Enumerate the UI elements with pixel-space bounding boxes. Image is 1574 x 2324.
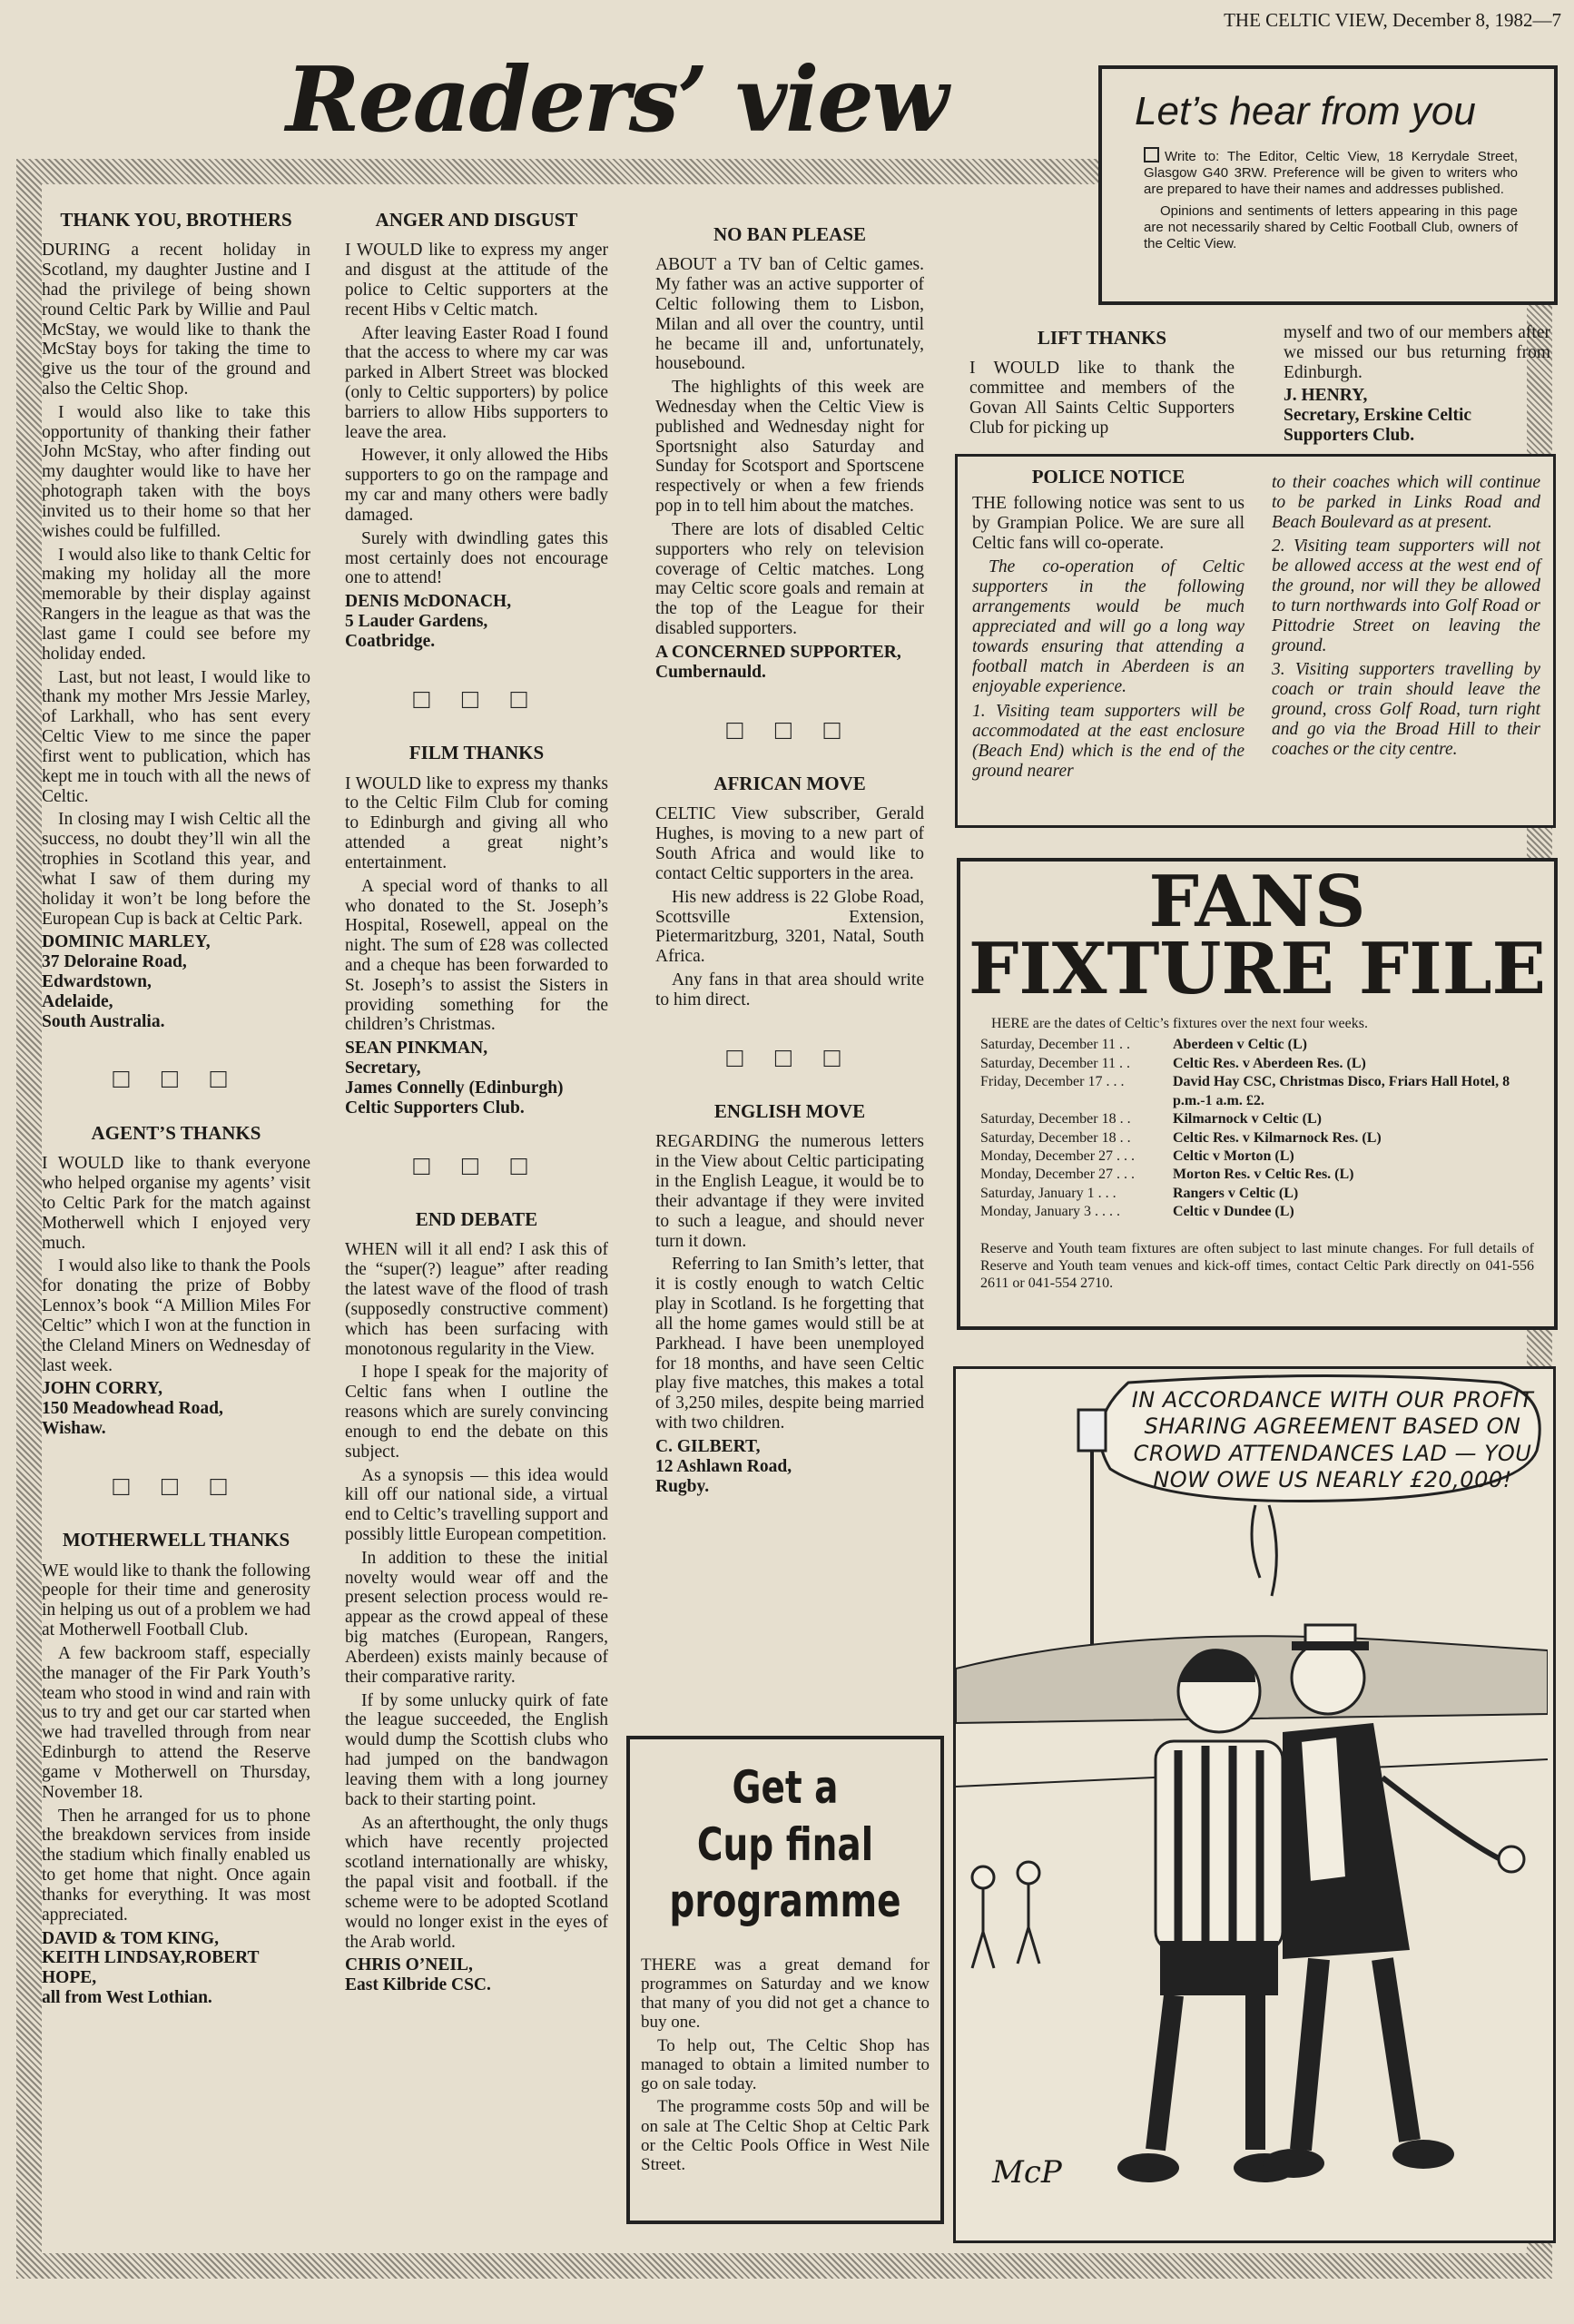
letter-paragraph: A special word of thanks to all who donated to the St. Joseph’s Hospital, Rosewell, appeal on the night. The sum of £28 was collected and a cheque has been forwarded to St. Joseph’s to assist the Sisters in providing something for the children’s Christmas. xyxy=(345,876,608,1035)
letter-paragraph: Referring to Ian Smith’s letter, that it is costly enough to watch Celtic play in Scotland. Is he forgetting that all the home games would still be at Parkhead. I have been unemployed for 18 months, and have seen Celtic play five matches, this makes a total of 3,250 miles, despite being married with two children. xyxy=(655,1255,924,1433)
letter-paragraph: I WOULD like to thank everyone who helped organise my agents’ visit to Celtic Park for the match against Motherwell which I enjoyed very much. xyxy=(42,1154,310,1253)
letter-signature: SEAN PINKMAN, Secretary, James Connelly (Edinburgh) Celtic Supporters Club. xyxy=(345,1039,564,1118)
fixture-file-box xyxy=(957,858,1558,1330)
fixture-row xyxy=(980,1166,1554,1184)
letter-heading: AFRICAN MOVE xyxy=(713,773,866,795)
letter-paragraph: myself and two of our members after we missed our bus returning from Edinburgh. xyxy=(1284,323,1550,382)
letter-paragraph: CELTIC View subscriber, Gerald Hughes, is moving to a new part of South Africa and would like to contact Celtic supporters in the area. xyxy=(655,804,924,883)
letter-paragraph: DURING a recent holiday in Scotland, my daughter Justine and I had the privilege of being shown round Celtic Park by Willie and Paul McStay, we would like to thank the McStay boys for taking the time to give us the tour of the ground and also the Celtic Shop. xyxy=(42,241,310,399)
letter-heading: FILM THANKS xyxy=(408,742,545,764)
fixture-row xyxy=(980,1036,1554,1054)
fixture-row xyxy=(980,1055,1554,1073)
fixture-row xyxy=(980,1203,1554,1221)
fixture-date: Friday, December 17 . . . xyxy=(980,1074,1125,1090)
police-item-1: 1. Visiting team supporters will be accommodated at the east enclosure (Beach End) which is the end of the ground nearer xyxy=(972,701,1244,781)
letter-signature: JOHN CORRY, 150 Meadowhead Road, Wishaw. xyxy=(42,1379,223,1439)
cup-final-box xyxy=(626,1736,944,2224)
fixture-note: Reserve and Youth team fixtures are often subject to last minute changes. For full details of Reserve and Youth team venues and kick-off times, contact Celtic Park directly on 041-556 2611 or 041-554 2710. xyxy=(980,1240,1534,1292)
fixture-match: Morton Res. v Celtic Res. (L) xyxy=(1173,1167,1354,1183)
police-notice-box xyxy=(955,454,1556,828)
fixture-row xyxy=(980,1129,1554,1147)
section-ornament: □ □ □ xyxy=(726,714,853,745)
letter-paragraph: I WOULD like to thank the committee and members of the Govan All Saints Celtic Supporters Club for picking up xyxy=(969,359,1235,438)
police-item-3: 3. Visiting supporters travelling by coach or train should leave the ground, cross Golf Road, turn right and go via the Broad Hill to their coaches or the city centre. xyxy=(1272,660,1540,760)
fixture-match: Celtic Res. v Aberdeen Res. (L) xyxy=(1173,1055,1366,1071)
letter-paragraph: I would also like to take this opportunity of thanking their father John McStay, who after finding out my daughter would like to have her photograph taken with the boys invited us to their home so that her wishes could be fulfilled. xyxy=(42,402,310,541)
letter-heading: END DEBATE xyxy=(415,1208,538,1231)
fixture-match: Celtic v Dundee (L) xyxy=(1173,1204,1294,1220)
fixture-intro: HERE are the dates of Celtic’s fixtures over the next four weeks. xyxy=(991,1016,1368,1032)
fixture-date: Saturday, January 1 . . . xyxy=(980,1185,1117,1201)
running-head: THE CELTIC VIEW, December 8, 1982—7 xyxy=(1224,9,1561,31)
fixture-match: Aberdeen v Celtic (L) xyxy=(1173,1037,1307,1053)
cup-paragraph: THERE was a great demand for programmes on Saturday and we know that many of you did not get a chance to buy one. xyxy=(641,1955,930,2033)
letter-heading: THANK YOU, BROTHERS xyxy=(60,209,292,231)
letter-paragraph: His new address is 22 Globe Road, Scottsville Extension, Pietermaritzburg, 3201, Natal, South Africa. xyxy=(655,887,924,967)
speech-bubble-text: IN ACCORDANCE WITH OUR PROFIT SHARING AGREEMENT BASED ON CROWD ATTENDANCES LAD — YOU NOW OWE US NEARLY £20,000! xyxy=(1131,1387,1534,1492)
checkbox-icon xyxy=(1144,147,1159,162)
fixture-date: Saturday, December 11 . . xyxy=(980,1037,1130,1053)
letter-paragraph: REGARDING the numerous letters in the View about Celtic participating in the English League, it would be to their advantage if they were invited to such a league, and should never turn it down. xyxy=(655,1132,924,1251)
letter-signature: A CONCERNED SUPPORTER, Cumbernauld. xyxy=(655,642,901,682)
contact-title: Let’s hear from you xyxy=(1135,89,1476,133)
letter-heading: AGENT’S THANKS xyxy=(91,1122,261,1145)
cartoonist-signature: McP xyxy=(992,2154,1062,2191)
police-item-1-cont: to their coaches which will continue to be parked in Links Road and Beach Boulevard as at present. xyxy=(1272,473,1540,533)
letter-paragraph: I would also like to thank the Pools for donating the prize of Bobby Lennox’s book “A Million Miles For Celtic” which I won at the function in the Cleland Miners on Wednesday of last week. xyxy=(42,1256,310,1375)
cup-title-2: Cup final xyxy=(696,1817,874,1871)
fixture-row xyxy=(980,1185,1554,1203)
cup-paragraph: To help out, The Celtic Shop has managed to obtain a limited number to go on sale today. xyxy=(641,2035,930,2094)
letter-paragraph: Then he arranged for us to phone the breakdown services from inside the stadium which finally enabled us to get home that night. Once again thanks for everything. It was most appreciated. xyxy=(42,1806,310,1925)
letter-paragraph: There are lots of disabled Celtic supporters who rely on television coverage of Celtic matches. Long may Celtic score goals and remain at the top of the League for their disabled supporters. xyxy=(655,519,924,639)
letter-heading: MOTHERWELL THANKS xyxy=(62,1529,290,1551)
police-item-2: 2. Visiting team supporters will not be allowed access at the west end of the ground, nor will they be allowed to turn northwards into Golf Road or Pittodrie Street on leaving the ground. xyxy=(1272,537,1540,656)
letter-paragraph: In addition to these the initial novelty would wear off and the present selection process would re-appear as the crowd appeal of these big matches (European, Rangers, Aberdeen) exists mainly because of their comparative rarity. xyxy=(345,1548,608,1687)
letter-paragraph: Last, but not least, I would like to thank my mother Mrs Jessie Marley, of Larkhall, who has sent every Celtic View to me since the paper first went to publication, which has kept me in touch with all the news of Celtic. xyxy=(42,667,310,806)
fixture-list xyxy=(980,1036,1554,1222)
section-ornament: □ □ □ xyxy=(726,1042,853,1073)
fixture-row xyxy=(980,1073,1554,1110)
letter-heading: LIFT THANKS xyxy=(1037,327,1167,349)
cartoon-panel xyxy=(953,1366,1556,2243)
letter-paragraph: In closing may I wish Celtic all the success, no doubt they’ll win all the trophies in Scotland this year, and what I saw of them during my holiday it won’t be long before the European Cup is back at Celtic Park. xyxy=(42,810,310,929)
letter-signature: J. HENRY, Secretary, Erskine Celtic Supporters Club. xyxy=(1284,386,1472,446)
cup-title-3: programme xyxy=(669,1875,901,1927)
fixture-title-1: FANS xyxy=(1148,861,1366,943)
letter-heading: ENGLISH MOVE xyxy=(713,1100,866,1123)
fixture-date: Saturday, December 18 . . xyxy=(980,1129,1131,1146)
contact-address: Write to: The Editor, Celtic View, 18 Kerrydale Street, Glasgow G40 3RW. Preference will be given to writers who are prepared to have their names and addresses published. xyxy=(1144,149,1518,197)
lift-thanks-right xyxy=(1284,323,1550,451)
letter-signature: CHRIS O’NEIL, East Kilbride CSC. xyxy=(345,1955,491,1995)
letter-paragraph: WE would like to thank the following people for their time and generosity in helping us out of a problem we had at Motherwell Football Club. xyxy=(42,1561,310,1640)
disclaimer: Opinions and sentiments of letters appearing in this page are not necessarily shared by Celtic Football Club, owners of the Celtic View. xyxy=(1144,203,1518,251)
letter-paragraph: A few backroom staff, especially the manager of the Fir Park Youth’s team who stood in wind and rain with us to try and get our car started when we had travelled through from near Edinburgh to attend the Reserve game v Motherwell on Thursday, November 18. xyxy=(42,1643,310,1802)
page-title: Readers’ view xyxy=(286,48,948,153)
letter-signature: DOMINIC MARLEY, 37 Deloraine Road, Edwardstown, Adelaide, South Australia. xyxy=(42,932,211,1031)
letter-paragraph: Surely with dwindling gates this most certainly does not encourage one to attend! xyxy=(345,528,608,588)
section-ornament: □ □ □ xyxy=(413,684,540,714)
letter-paragraph: The highlights of this week are Wednesday when the Celtic View is published and Wednesday night for Sportsnight also Saturday and Sunday for Scotsport and Sportscene respectively or when a few friends pop in to tell him about the matches. xyxy=(655,378,924,517)
fixture-match: Celtic Res. v Kilmarnock Res. (L) xyxy=(1173,1129,1382,1146)
cup-paragraph: The programme costs 50p and will be on sale at The Celtic Shop at Celtic Park or the Celtic Pools Office in West Nile Street. xyxy=(641,2097,930,2175)
cartoon-illustration xyxy=(956,1369,1548,2235)
letter-signature: DAVID & TOM KING, KEITH LINDSAY,ROBERT HOPE, all from West Lothian. xyxy=(42,1928,260,2008)
letter-paragraph: ABOUT a TV ban of Celtic games. My father was an active supporter of Celtic following them to Lisbon, Milan and all over the country, until he became ill and, unfortunately, housebound. xyxy=(655,255,924,374)
police-heading: POLICE NOTICE xyxy=(1031,466,1185,487)
letter-paragraph: I WOULD like to express my thanks to the Celtic Film Club for coming to Edinburgh and giving all who attended a great night’s entertainment. xyxy=(345,773,608,872)
letter-heading: NO BAN PLEASE xyxy=(713,223,867,245)
lift-thanks-left xyxy=(969,320,1235,442)
fixture-date: Monday, December 27 . . . xyxy=(980,1148,1136,1164)
letter-paragraph: As an afterthought, the only thugs which have recently projected scotland internationally are whisky, the papal visit and football. if the scheme were to be adopted Scotland would no longer exist in the eyes of the Arab world. xyxy=(345,1813,608,1952)
section-ornament: □ □ □ xyxy=(113,1064,240,1095)
fixture-match: Rangers v Celtic (L) xyxy=(1173,1185,1299,1201)
fixture-date: Monday, December 27 . . . xyxy=(980,1167,1136,1183)
cup-title-1: Get a xyxy=(732,1761,839,1814)
letter-paragraph: I hope I speak for the majority of Celtic fans when I outline the reasons which are surely convincing enough to end the debate on this subject. xyxy=(345,1363,608,1462)
fixture-date: Saturday, December 11 . . xyxy=(980,1055,1130,1071)
fixture-row xyxy=(980,1110,1554,1128)
letter-paragraph: Any fans in that area should write to him direct. xyxy=(655,970,924,1009)
letter-paragraph: However, it only allowed the Hibs supporters to go on the rampage and my car and many others were badly damaged. xyxy=(345,446,608,525)
fixture-row xyxy=(980,1147,1554,1166)
fixture-match: Kilmarnock v Celtic (L) xyxy=(1173,1111,1322,1128)
contact-box xyxy=(1098,65,1558,305)
fixture-title-2: FIXTURE FILE xyxy=(968,928,1547,1011)
column-2 xyxy=(345,202,608,2001)
police-paragraph: The co-operation of Celtic supporters in the following arrangements would be much appreciated and will go a long way towards ensuring that attending a football match in Aberdeen is an enjoyable experience. xyxy=(972,557,1244,697)
letter-paragraph: WHEN will it all end? I ask this of the “super(?) league” after reading the latest wave of the flood of trash (supposedly constructive comment) which has been surfacing with monotonous regularity in the View. xyxy=(345,1240,608,1359)
letter-paragraph: I WOULD like to express my anger and disgust at the attitude of the police to Celtic supporters at the recent Hibs v Celtic match. xyxy=(345,241,608,320)
letter-signature: C. GILBERT, 12 Ashlawn Road, Rugby. xyxy=(655,1436,792,1496)
letter-paragraph: If by some unlucky quirk of fate the league succeeded, the English would dump the Scottish clubs who had jumped on the bandwagon leaving them with a long journey back to their starting point. xyxy=(345,1690,608,1809)
fixture-match: Celtic v Morton (L) xyxy=(1173,1148,1294,1164)
section-ornament: □ □ □ xyxy=(113,1471,240,1502)
letter-signature: DENIS McDONACH, 5 Lauder Gardens, Coatbridge. xyxy=(345,592,512,651)
letter-paragraph: I would also like to thank Celtic for making my holiday all the more memorable by their display against Rangers in the league as that was the last game I could see before my holiday ended. xyxy=(42,545,310,664)
letter-paragraph: After leaving Easter Road I found that the access to where my car was parked in Albert Street was blocked (only to Celtic supporters) by police barriers to allow Hibs supporters to leave the area. xyxy=(345,323,608,442)
fixture-match: David Hay CSC, Christmas Disco, Friars Hall Hotel, 8 p.m.-1 a.m. £2. xyxy=(1173,1074,1510,1108)
letter-heading: ANGER AND DISGUST xyxy=(375,209,578,231)
section-ornament: □ □ □ xyxy=(413,1150,540,1181)
fixture-date: Saturday, December 18 . . xyxy=(980,1111,1131,1128)
column-1 xyxy=(42,202,310,2014)
column-3 xyxy=(655,216,924,1502)
fixture-date: Monday, January 3 . . . . xyxy=(980,1204,1121,1220)
letter-paragraph: As a synopsis — this idea would kill off our national side, a virtual end to Celtic’s travelling support and possibly little European competition. xyxy=(345,1465,608,1544)
police-intro: THE following notice was sent to us by Grampian Police. We are sure all Celtic fans will co-operate. xyxy=(972,494,1244,554)
